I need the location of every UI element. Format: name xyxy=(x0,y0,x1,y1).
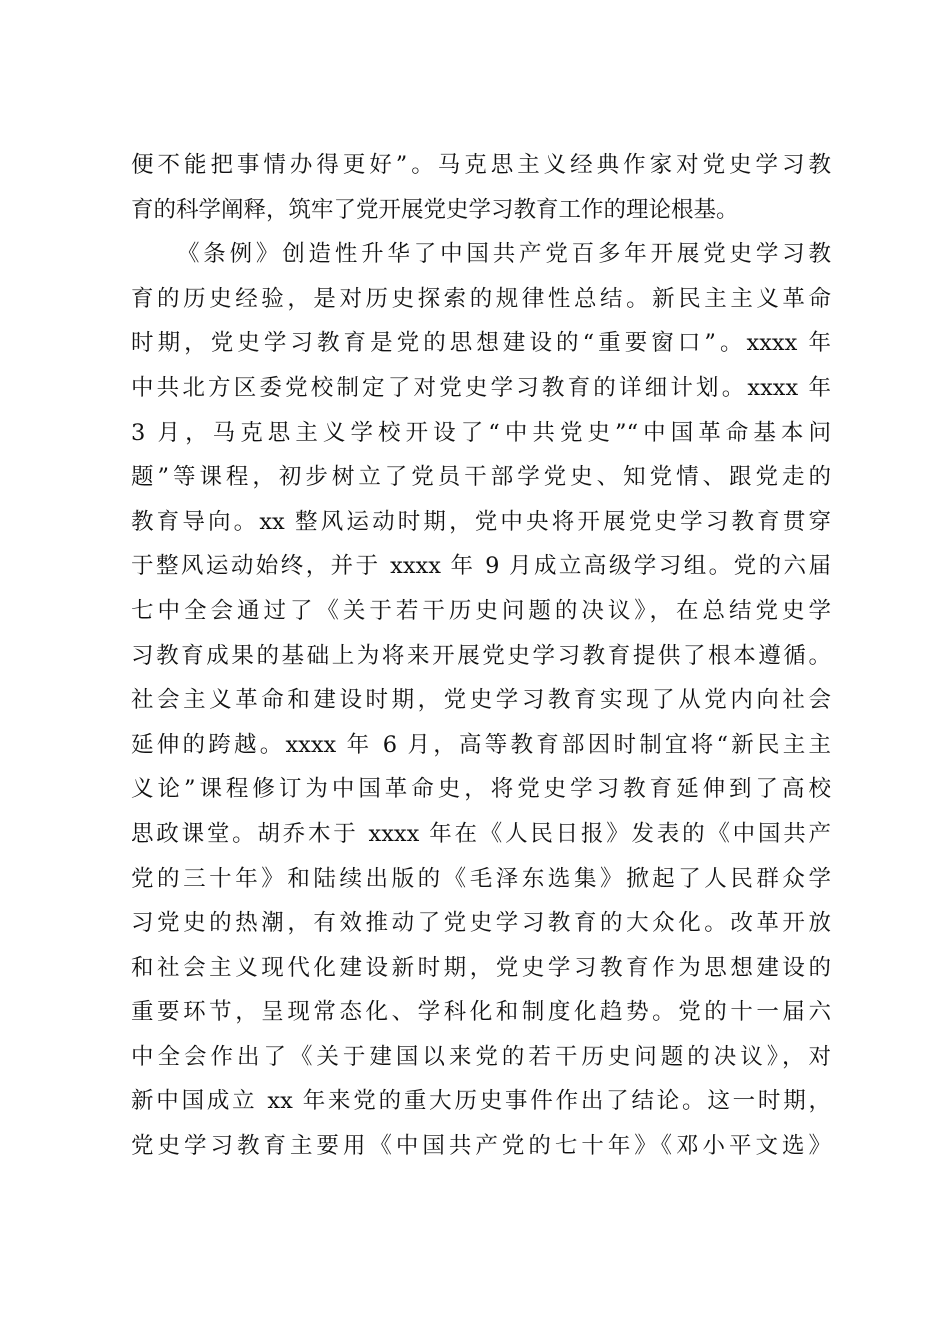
text-line: 于整风运动始终，并于 xxxx 年 9 月成立高级学习组。党的六届 xyxy=(131,553,831,580)
text-line: 育的历史经验，是对历史探索的规律性总结。新民主主义革命 xyxy=(131,285,831,312)
text-line: 教育导向。xx 整风运动时期，党中央将开展党史学习教育贯穿 xyxy=(131,508,831,535)
text-line: 思政课堂。胡乔木于 xxxx 年在《人民日报》发表的《中国共产 xyxy=(131,820,831,847)
text-line: 新中国成立 xx 年来党的重大历史事件作出了结论。这一时期， xyxy=(131,1088,831,1115)
text-line: 中共北方区委党校制定了对党史学习教育的详细计划。xxxx 年 xyxy=(131,374,831,401)
text-line: 时期，党史学习教育是党的思想建设的“重要窗口”。xxxx 年 xyxy=(131,330,831,357)
text-line: 和社会主义现代化建设新时期，党史学习教育作为思想建设的 xyxy=(131,954,831,981)
text-line: 党史学习教育主要用《中国共产党的七十年》《邓小平文选》 xyxy=(131,1133,831,1160)
text-line: 便不能把事情办得更好”。马克思主义经典作家对党史学习教 xyxy=(131,152,831,178)
text-line: 3 月，马克思主义学校开设了“中共党史”“中国革命基本问 xyxy=(131,419,831,446)
paragraph xyxy=(131,232,831,1168)
text-line: 延伸的跨越。xxxx 年 6 月，高等教育部因时制宜将“新民主主 xyxy=(131,731,831,758)
text-line: 七中全会通过了《关于若干历史问题的决议》，在总结党史学 xyxy=(131,597,831,624)
document-body xyxy=(131,143,831,1169)
text-line: 习党史的热潮，有效推动了党史学习教育的大众化。改革开放 xyxy=(131,910,831,937)
text-line: 育的科学阐释，筑牢了党开展党史学习教育工作的理论根基。 xyxy=(131,196,739,223)
paragraph xyxy=(131,143,831,232)
text-line: 习教育成果的基础上为将来开展党史学习教育提供了根本遵循。 xyxy=(131,642,831,669)
text-line: 义论”课程修订为中国革命史，将党史学习教育延伸到了高校 xyxy=(131,776,831,803)
text-line: 《条例》创造性升华了中国共产党百多年开展党史学习教 xyxy=(177,241,831,268)
text-line: 题”等课程，初步树立了党员干部学党史、知党情、跟党走的 xyxy=(131,464,831,491)
text-line: 社会主义革命和建设时期，党史学习教育实现了从党内向社会 xyxy=(131,687,831,714)
text-line: 重要环节，呈现常态化、学科化和制度化趋势。党的十一届六 xyxy=(131,999,831,1026)
text-line: 党的三十年》和陆续出版的《毛泽东选集》掀起了人民群众学 xyxy=(131,865,831,892)
text-line: 中全会作出了《关于建国以来党的若干历史问题的决议》，对 xyxy=(131,1043,831,1070)
